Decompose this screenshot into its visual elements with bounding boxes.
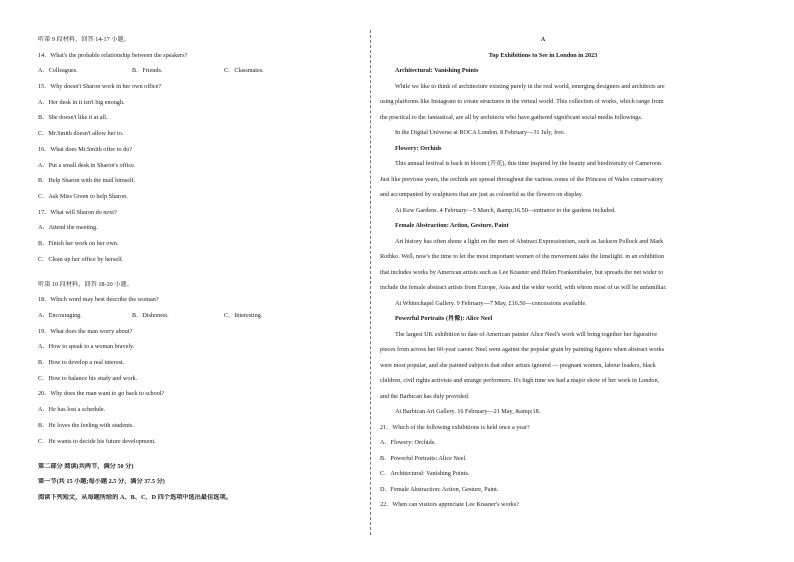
option-a: A．Flowery: Orchids. bbox=[380, 439, 436, 446]
exhibition-4-title: Powerful Portraits (肖像): Alice Neel bbox=[395, 315, 493, 322]
option-c: C．Clean up her office by herself. bbox=[38, 255, 124, 263]
option-a: A．Encouraging. bbox=[38, 312, 82, 319]
paragraph-line: Art history has often shone a light on the men of Abstract Expressionism, such as Jackson Pollock and Mark bbox=[395, 237, 664, 245]
exhibition-3-info: At Whitechapel Gallery. 9 February—7 May, £16.50—concessions available. bbox=[395, 299, 587, 307]
option-a: A．Attend the meeting. bbox=[38, 224, 98, 232]
option-b: B．Finish her work on her own. bbox=[38, 239, 119, 247]
question-18-options bbox=[38, 312, 358, 319]
option-c: C．Interesting. bbox=[224, 312, 263, 319]
option-b: B．Powerful Portraits: Alice Neel. bbox=[380, 454, 467, 462]
paragraph-line: children, civil rights activists and strange performers. It's high time we had a major show of her work in London, bbox=[380, 377, 660, 384]
option-c: C．Mr.Smith doesn't allow her to. bbox=[38, 130, 124, 138]
question-16: 16．What does Mr.Smith offer to do? bbox=[38, 145, 133, 153]
option-b: B．She doesn't like it at all. bbox=[38, 114, 108, 122]
option-a: A．Colleagues. bbox=[38, 67, 78, 75]
option-a: A．How to speak to a woman bravely. bbox=[38, 343, 135, 351]
column-divider bbox=[370, 30, 371, 535]
section-10-intro: 听第 10 段材料，回答 18-20 小题。 bbox=[38, 280, 133, 288]
question-14-options bbox=[38, 67, 358, 74]
exhibition-1-info: In the Digital Universe at ROCA London. 8 February—31 July, free. bbox=[395, 129, 566, 136]
paragraph-line: and accompanied by sculptures that are just as colourful as the flowers on display. bbox=[380, 191, 584, 198]
question-18: 18．Which word may best describe the woman? bbox=[38, 296, 159, 304]
question-22: 22．When can visitors appreciate Lee Krasner's works? bbox=[380, 501, 519, 508]
paragraph-line: While we like to think of architecture existing purely in the real world, emerging designers and architects are bbox=[395, 82, 665, 90]
question-14: 14．What's the probable relationship between the speakers? bbox=[38, 51, 188, 59]
left-column bbox=[38, 36, 358, 510]
option-b: B．Dishonest. bbox=[132, 312, 169, 319]
paragraph-line: and the Barbican has duly provided. bbox=[380, 392, 470, 400]
exhibition-2-info: At Kew Gardens. 4 February—5 March, &amp;16.50—entrance to the gardens included. bbox=[395, 206, 616, 214]
option-a: A．Put a small desk in Sharon's office. bbox=[38, 161, 136, 169]
question-20: 20．Why does the man want to go back to school? bbox=[38, 390, 165, 398]
paragraph-line: include the female abstract artists from Europe, Asia and the wider world, with whom most of us will be unfamiliar. bbox=[380, 284, 667, 291]
option-c: C．Classmates. bbox=[224, 67, 264, 75]
part-2-heading: 第二部分 阅读(共两节，满分 50 分) bbox=[38, 462, 134, 470]
passage-letter: A bbox=[540, 36, 546, 43]
paragraph-line: using platforms like Instagram to create structures in the virtual world. This collection of works, which range from bbox=[380, 98, 664, 105]
paragraph-line: pieces from across her 60-year career. Neel went against the popular grain by painting figures when abstract works bbox=[380, 346, 665, 353]
section-1-heading: 第一节(共 15 小题;每小题 2.5 分，满分 37.5 分) bbox=[38, 478, 165, 486]
option-c: C．Ask Miss Green to help Sharon. bbox=[38, 192, 128, 200]
option-b: B．Help Sharon with the mail himself. bbox=[38, 177, 136, 185]
paragraph-line: the practical to the fantastical, are all by architects who have gathered significant social media followings. bbox=[380, 113, 643, 121]
right-column bbox=[380, 36, 706, 517]
option-a: A．He has lost a schedule. bbox=[38, 406, 106, 414]
option-c: C．Architectural: Vanishing Points. bbox=[380, 470, 470, 477]
option-b: B．He loves the feeling with students. bbox=[38, 421, 134, 429]
exhibition-3-title: Female Abstraction: Action, Gesture, Paint bbox=[395, 222, 509, 229]
passage-title: Top Exhibitions to See in London in 2023 bbox=[488, 51, 598, 59]
paragraph-line: This annual festival is back in bloom (开花), this time inspired by the beauty and biodiversity of Cameroon. bbox=[395, 160, 663, 167]
section-9-intro: 听第 9 段材料，回答 14-17 小题。 bbox=[38, 36, 130, 43]
exhibition-2-title: Flowery: Orchids bbox=[395, 144, 442, 152]
paragraph-line: The largest UK exhibition to date of American painter Alice Neel's work will bring together her figurative bbox=[395, 330, 658, 338]
paragraph-line: Rothko. Well, now's the time to let the most important women of the movement take the limelight. in an exhibition bbox=[380, 253, 665, 260]
exhibition-4-info: At Barbican Art Gallery. 16 February—21 May, &amp;18. bbox=[395, 408, 541, 415]
question-17: 17．What will Sharon do next? bbox=[38, 208, 117, 216]
question-15: 15．Why doesn't Sharon work in her own office? bbox=[38, 83, 162, 91]
option-b: B．How to develop a real interest. bbox=[38, 359, 125, 367]
paragraph-line: that includes works by American artists such as Lee Krasner and Helen Frankenthaler, but spreads the net wider to bbox=[380, 268, 664, 276]
option-d: D．Female Abstraction: Action, Gesture, Paint. bbox=[380, 485, 499, 493]
reading-instruction: 阅读下列短文，从每题所给的 A、B、C、D 四个选项中选出最佳选项。 bbox=[38, 493, 232, 501]
option-b: B．Friends. bbox=[132, 67, 163, 75]
paragraph-line: were most popular, and she painted subjects that other artists ignored — pregnant women, labour leaders, black bbox=[380, 361, 656, 369]
option-c: C．He wants to decide his future development. bbox=[38, 437, 156, 445]
exhibition-1-title: Architectural: Vanishing Points bbox=[395, 67, 479, 74]
paragraph-line: Just like previous years, the orchids are spread throughout the various zones of the Princess of Wales conservatory bbox=[380, 175, 663, 183]
option-c: C．How to balance his study and work. bbox=[38, 374, 138, 382]
option-a: A．Her desk in it isn't big enough. bbox=[38, 98, 125, 106]
question-19: 19．What does the man worry about? bbox=[38, 327, 133, 335]
question-21: 21．Which of the following exhibitions is held once a year? bbox=[380, 423, 530, 431]
